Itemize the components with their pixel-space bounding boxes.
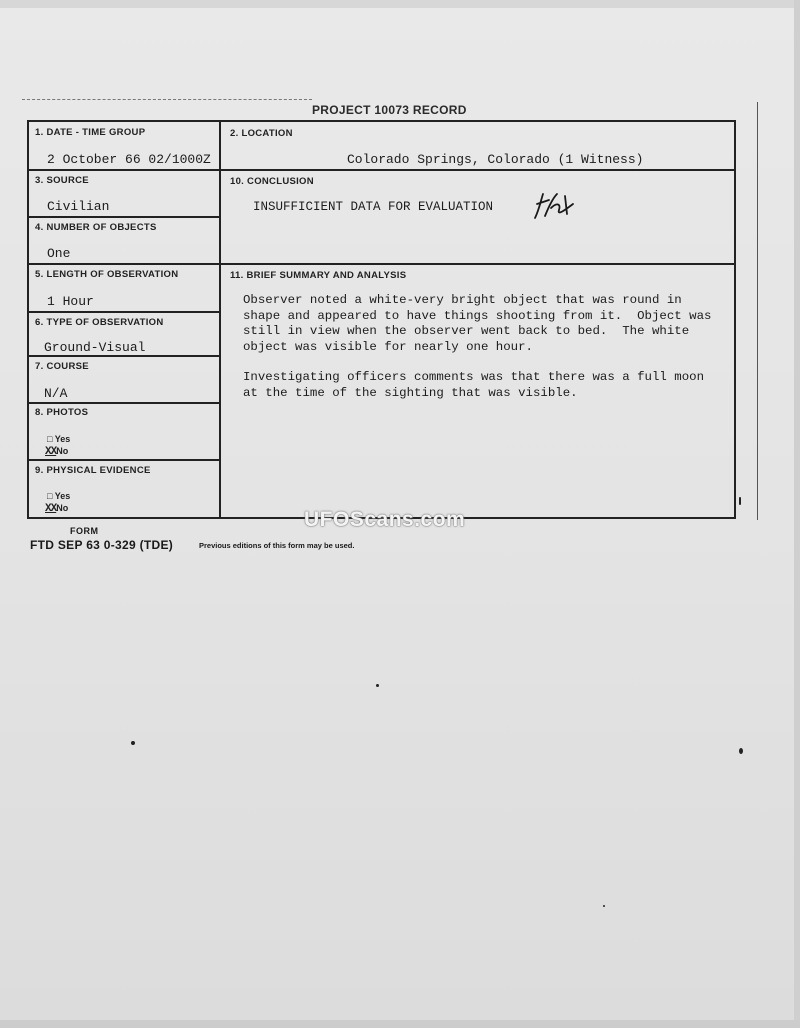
- row-rule-1: [29, 169, 734, 171]
- photos-check-mark: XX: [45, 446, 57, 458]
- row-rule-4: [29, 311, 219, 313]
- scan-speck: [603, 905, 605, 907]
- source-label: 3. SOURCE: [35, 175, 89, 186]
- scan-speck: [131, 741, 135, 745]
- photos-no-option: [45, 446, 68, 458]
- record-title: PROJECT 10073 RECORD: [312, 103, 467, 117]
- photos-label: 8. PHOTOS: [35, 407, 89, 418]
- scan-speck: [739, 748, 743, 754]
- photos-no-label: No: [56, 446, 69, 456]
- summary-paragraph-1: Observer noted a white-very bright object that was round in shape and appeared to have things shooting from it. Object was still in view when the observer went back to bed. The white object was visible for nearly one hour.: [243, 293, 712, 354]
- row-rule-7: [29, 459, 219, 461]
- conclusion-value: INSUFFICIENT DATA FOR EVALUATION: [253, 200, 494, 214]
- scan-side-line: [757, 102, 758, 520]
- physical-evidence-check-mark: XX: [45, 503, 57, 515]
- scan-dashed-line: [22, 99, 312, 100]
- date-time-label: 1. DATE - TIME GROUP: [35, 127, 146, 138]
- number-of-objects-label: 4. NUMBER OF OBJECTS: [35, 222, 157, 233]
- scan-edge-top: [0, 0, 800, 8]
- footer-note: Previous editions of this form may be used.: [199, 541, 355, 550]
- length-of-observation-value: 1 Hour: [47, 294, 94, 309]
- type-of-observation-label: 6. TYPE OF OBSERVATION: [35, 317, 164, 328]
- number-of-objects-value: One: [47, 246, 71, 261]
- course-label: 7. COURSE: [35, 361, 89, 372]
- location-value: Colorado Springs, Colorado (1 Witness): [347, 152, 644, 167]
- row-rule-3: [29, 263, 734, 265]
- watermark: UFOScans.com: [304, 508, 466, 531]
- row-rule-2: [29, 216, 219, 218]
- scan-speck: [376, 684, 379, 687]
- summary-label: 11. BRIEF SUMMARY AND ANALYSIS: [230, 270, 407, 281]
- physical-evidence-no-label: No: [56, 503, 69, 513]
- scan-edge-right: [794, 0, 800, 1028]
- footer-form-id: FTD SEP 63 0-329 (TDE): [30, 538, 174, 552]
- scan-speck: [739, 497, 741, 505]
- physical-evidence-yes-label: Yes: [54, 491, 71, 501]
- photos-yes-option: □ Yes: [47, 434, 71, 444]
- photos-yes-label: Yes: [54, 434, 71, 444]
- physical-evidence-no-option: [45, 503, 68, 515]
- source-value: Civilian: [47, 199, 110, 214]
- physical-evidence-yes-option: □ Yes: [47, 491, 71, 501]
- type-of-observation-value: Ground-Visual: [44, 340, 146, 355]
- date-time-value: 2 October 66 02/1000Z: [47, 152, 211, 167]
- length-of-observation-label: 5. LENGTH OF OBSERVATION: [35, 269, 179, 280]
- handwritten-initials: [527, 188, 579, 228]
- record-form: [27, 120, 736, 519]
- row-rule-6: [29, 402, 219, 404]
- footer-form-label: FORM: [70, 526, 99, 536]
- column-divider: [219, 122, 221, 517]
- course-value: N/A: [44, 386, 68, 401]
- location-label: 2. LOCATION: [230, 128, 293, 139]
- summary-paragraph-2: Investigating officers comments was that there was a full moon at the time of the sighting that was visible.: [243, 370, 705, 400]
- physical-evidence-label: 9. PHYSICAL EVIDENCE: [35, 465, 151, 476]
- conclusion-label: 10. CONCLUSION: [230, 176, 314, 187]
- scan-edge-bottom: [0, 1020, 800, 1028]
- row-rule-5: [29, 355, 219, 357]
